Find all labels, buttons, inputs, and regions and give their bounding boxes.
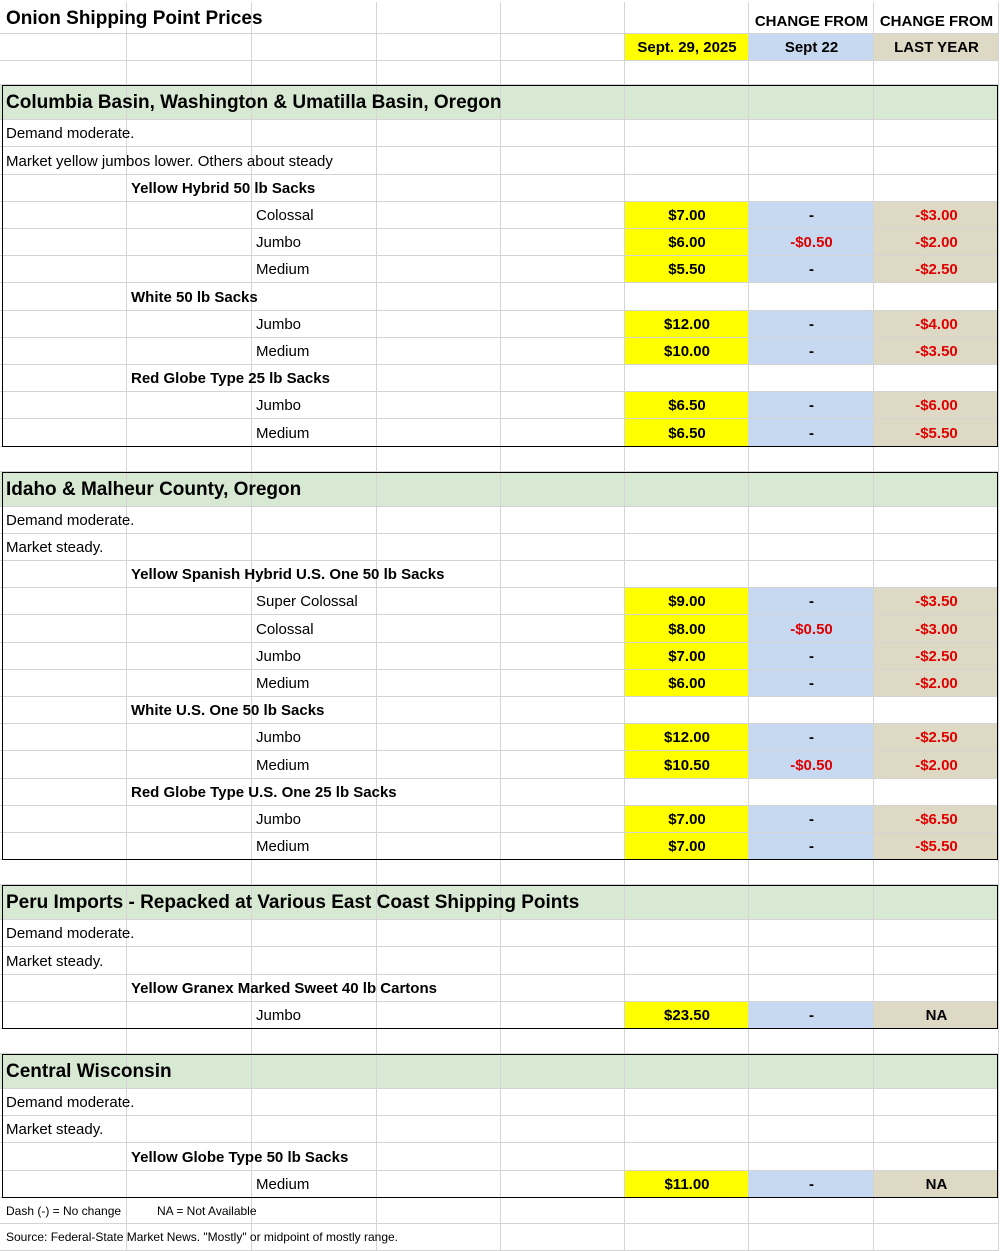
change-week-subheader: Sept 22 [784, 39, 839, 57]
size-label: Medium [256, 424, 310, 442]
grid-cell [501, 1224, 625, 1251]
change-week-value: -$0.50 [790, 234, 833, 252]
market-note: Demand moderate. [6, 511, 135, 529]
size-label: Medium [256, 1175, 310, 1193]
grid-cell [377, 34, 501, 61]
grid-cell [625, 61, 749, 85]
change-year-value: -$5.50 [915, 424, 958, 442]
grid-cell [252, 2, 377, 34]
change-week-value: - [809, 397, 814, 415]
price-value: $6.50 [668, 397, 706, 415]
price-value: $8.00 [668, 620, 706, 638]
grid-cell [625, 1198, 749, 1224]
change-year-value: -$3.00 [915, 206, 958, 224]
grid-cell [874, 447, 999, 472]
grid-cell [874, 1224, 999, 1251]
grid-cell [625, 2, 749, 34]
change-week-value: - [809, 674, 814, 692]
market-note: Demand moderate. [6, 925, 135, 943]
change-year-value: -$2.50 [915, 261, 958, 279]
grid-cell [252, 447, 377, 472]
change-week-value: - [809, 810, 814, 828]
grid-cell [252, 1029, 377, 1054]
grid-cell [127, 34, 252, 61]
grid-cell [377, 1198, 501, 1224]
grid-cell [0, 34, 127, 61]
market-note: Demand moderate. [6, 1094, 135, 1112]
grid-cell [749, 1198, 874, 1224]
change-week-value: - [809, 593, 814, 611]
market-note: Market steady. [6, 1121, 104, 1139]
price-value: $23.50 [664, 1006, 710, 1024]
section-title: Idaho & Malheur County, Oregon [6, 478, 302, 500]
product-label: Yellow Globe Type 50 lb Sacks [131, 1148, 349, 1166]
size-label: Colossal [256, 620, 314, 638]
change-year-value: -$3.50 [915, 593, 958, 611]
grid-cell [749, 1029, 874, 1054]
grid-cell [127, 860, 252, 885]
market-note: Market steady. [6, 952, 104, 970]
size-label: Jumbo [256, 810, 302, 828]
size-label: Medium [256, 756, 310, 774]
legend-na: NA = Not Available [157, 1203, 257, 1218]
size-label: Medium [256, 674, 310, 692]
grid-cell [0, 447, 127, 472]
size-label: Jumbo [256, 729, 302, 747]
price-value: $7.00 [668, 810, 706, 828]
product-label: Red Globe Type U.S. One 25 lb Sacks [131, 783, 397, 801]
grid-cell [749, 61, 874, 85]
market-note: Demand moderate. [6, 125, 135, 143]
size-label: Jumbo [256, 234, 302, 252]
size-label: Jumbo [256, 1006, 302, 1024]
section-title: Peru Imports - Repacked at Various East Coast Shipping Points [6, 892, 580, 914]
grid-cell [252, 61, 377, 85]
grid-cell [377, 61, 501, 85]
product-label: White 50 lb Sacks [131, 288, 258, 306]
price-value: $10.00 [664, 342, 710, 360]
change-week-value: - [809, 206, 814, 224]
page-title: Onion Shipping Point Prices [6, 7, 263, 29]
change-year-value: -$3.50 [915, 342, 958, 360]
change-week-header: CHANGE FROM [754, 12, 869, 30]
product-label: White U.S. One 50 lb Sacks [131, 702, 325, 720]
market-note: Market yellow jumbos lower. Others about steady [6, 152, 333, 170]
grid-cell [501, 2, 625, 34]
grid-cell [377, 860, 501, 885]
change-year-value: -$2.00 [915, 756, 958, 774]
grid-cell [625, 1224, 749, 1251]
grid-cell [874, 860, 999, 885]
grid-cell [0, 1029, 127, 1054]
section-title: Central Wisconsin [6, 1061, 172, 1082]
price-value: $12.00 [664, 315, 710, 333]
change-week-value: - [809, 729, 814, 747]
change-year-subheader: LAST YEAR [894, 39, 979, 57]
price-value: $6.00 [668, 234, 706, 252]
section-border [2, 85, 998, 446]
change-year-value: NA [925, 1175, 948, 1193]
change-year-value: -$5.50 [915, 838, 958, 856]
size-label: Super Colossal [256, 593, 358, 611]
market-note: Market steady. [6, 538, 104, 556]
grid-cell [625, 1029, 749, 1054]
price-value: $6.50 [668, 424, 706, 442]
grid-cell [625, 447, 749, 472]
size-label: Medium [256, 342, 310, 360]
grid-cell [0, 860, 127, 885]
change-week-value: - [809, 838, 814, 856]
change-week-value: - [809, 261, 814, 279]
section-border [2, 472, 998, 861]
section-title: Columbia Basin, Washington & Umatilla Basin, Oregon [6, 92, 502, 114]
product-label: Yellow Hybrid 50 lb Sacks [131, 179, 316, 197]
grid-cell [501, 1029, 625, 1054]
product-label: Yellow Spanish Hybrid U.S. One 50 lb Sacks [131, 566, 445, 584]
change-week-value: - [809, 1006, 814, 1024]
price-value: $7.00 [668, 647, 706, 665]
change-year-header: CHANGE FROM [879, 12, 994, 30]
change-year-value: -$2.00 [915, 674, 958, 692]
product-label: Red Globe Type 25 lb Sacks [131, 370, 330, 388]
grid-cell [127, 447, 252, 472]
change-week-value: - [809, 647, 814, 665]
change-year-value: NA [925, 1006, 948, 1024]
grid-cell [874, 61, 999, 85]
grid-cell [749, 1224, 874, 1251]
section-border [2, 885, 998, 1029]
grid-cell [501, 1198, 625, 1224]
change-year-value: -$4.00 [915, 315, 958, 333]
grid-cell [252, 860, 377, 885]
grid-cell [625, 860, 749, 885]
change-week-value: - [809, 1175, 814, 1193]
change-year-value: -$3.00 [915, 620, 958, 638]
price-value: $12.00 [664, 729, 710, 747]
grid-cell [377, 2, 501, 34]
change-year-value: -$6.00 [915, 397, 958, 415]
product-label: Yellow Granex Marked Sweet 40 lb Cartons [131, 979, 437, 997]
date-header: Sept. 29, 2025 [637, 39, 737, 57]
change-week-value: - [809, 342, 814, 360]
grid-cell [252, 1198, 377, 1224]
change-year-value: -$2.00 [915, 234, 958, 252]
size-label: Jumbo [256, 315, 302, 333]
change-year-value: -$6.50 [915, 810, 958, 828]
price-value: $11.00 [664, 1175, 710, 1193]
change-week-value: -$0.50 [790, 756, 833, 774]
size-label: Jumbo [256, 647, 302, 665]
grid-cell [252, 34, 377, 61]
grid-cell [874, 1198, 999, 1224]
change-year-value: -$2.50 [915, 729, 958, 747]
section-border [2, 1054, 998, 1198]
size-label: Colossal [256, 206, 314, 224]
grid-cell [501, 61, 625, 85]
price-value: $5.50 [668, 261, 706, 279]
grid-cell [749, 860, 874, 885]
legend-dash: Dash (-) = No change [6, 1203, 122, 1218]
grid-cell [0, 61, 127, 85]
price-value: $6.00 [668, 674, 706, 692]
size-label: Medium [256, 261, 310, 279]
grid-cell [127, 61, 252, 85]
change-week-value: - [809, 315, 814, 333]
grid-cell [377, 447, 501, 472]
price-value: $7.00 [668, 206, 706, 224]
grid-cell [501, 447, 625, 472]
grid-cell [127, 1029, 252, 1054]
price-value: $9.00 [668, 593, 706, 611]
grid-cell [377, 1029, 501, 1054]
change-year-value: -$2.50 [915, 647, 958, 665]
change-week-value: - [809, 424, 814, 442]
grid-cell [749, 447, 874, 472]
price-value: $10.50 [664, 756, 710, 774]
price-value: $7.00 [668, 838, 706, 856]
change-week-value: -$0.50 [790, 620, 833, 638]
grid-cell [501, 34, 625, 61]
grid-cell [874, 1029, 999, 1054]
grid-cell [501, 860, 625, 885]
size-label: Medium [256, 838, 310, 856]
source-note: Source: Federal-State Market News. "Mostly" or midpoint of mostly range. [6, 1230, 398, 1245]
size-label: Jumbo [256, 397, 302, 415]
